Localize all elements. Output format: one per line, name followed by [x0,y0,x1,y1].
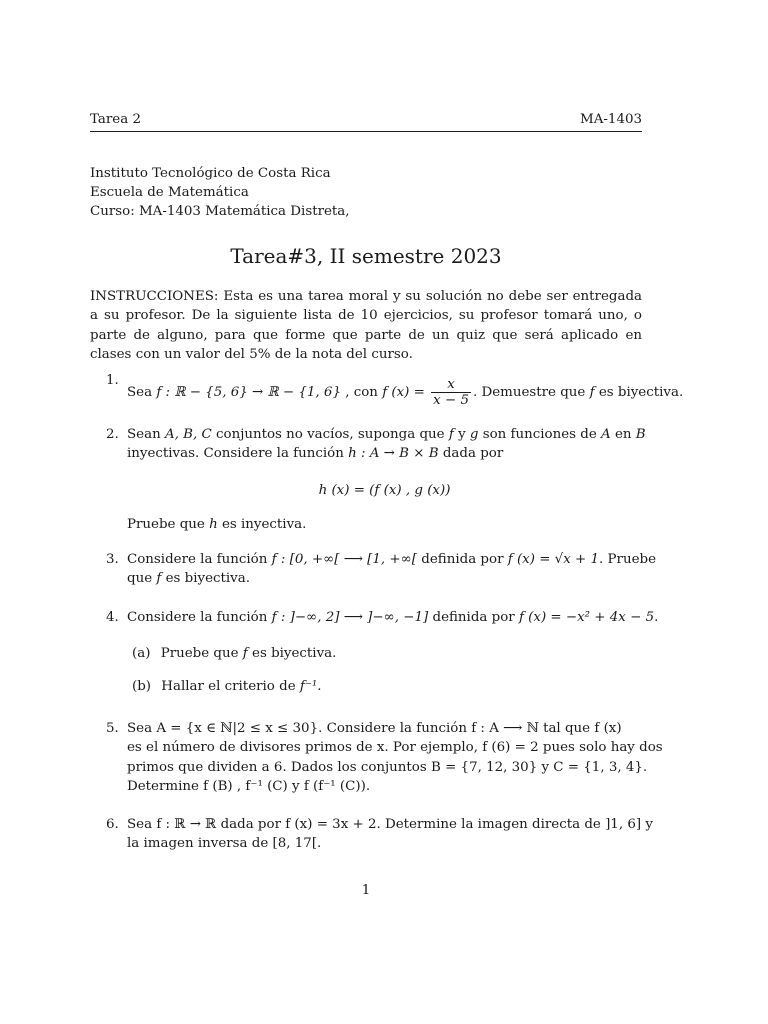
page-header [90,112,642,132]
math: f (x) = −x² + 4x − 5 [518,610,655,625]
math: f [448,427,454,442]
text: Considere la función [127,610,272,625]
math: f : [0, +∞[ ⟶ [1, +∞[ [271,552,418,567]
text: inyectivas. Considere la función [127,446,349,462]
text: definida por [417,552,508,567]
exercise-number: 1. [106,373,119,388]
text-line: es el número de divisores primos de x. Por ejemplo, f (6) = 2 pues solo hay dos [127,740,663,756]
exercise-4 [90,608,659,694]
course-line: Curso: MA-1403 Matemática Distreta, [90,204,350,219]
text: Sea [127,385,157,400]
math: g [469,427,479,442]
math: f : ℝ − {5, 6} → ℝ − {1, 6} [156,385,341,400]
math: h : A → B × B [348,446,439,462]
instructions: INSTRUCCIONES: Esta es una tarea moral y su solución no debe ser entregada a su profesor. De la siguiente lista de 10 ejercicios, su profesor tomará uno, o parte de alguno, para que forme que parte de un quiz que será aplicado en clases con un valor del 5% de la nota del curso. [90,289,642,362]
text: son funciones de [478,427,602,442]
subitem-a [132,644,336,663]
text: en [610,427,636,442]
exercise-number: 3. [106,552,119,567]
school-line: Escuela de Matemática [90,185,249,200]
exercise-text [127,815,653,854]
text: , con [340,385,383,400]
exercise-1 [90,371,684,408]
exercise-text [127,719,663,796]
math: f [589,385,595,400]
header-left: Tarea 2 [90,112,141,127]
text: . Demuestre que [472,385,590,400]
display-formula: h (x) = (f (x) , g (x)) [318,482,451,498]
text: Sean [127,427,165,442]
exercise-number: 5. [106,721,119,736]
text: Hallar el criterio de [161,679,300,694]
text: conjuntos no vacíos, suponga que [211,427,449,442]
math: A [601,427,611,442]
institution-block [90,164,350,221]
exercise-3 [90,550,657,589]
text-line: la imagen inversa de [8, 17[. [127,836,322,852]
text-line: Sea A = {x ∈ ℕ|2 ≤ x ≤ 30}. Considere la función f : A ⟶ ℕ tal que f (x) [127,721,622,736]
text: Pruebe que [127,516,210,532]
institution-line: Instituto Tecnológico de Costa Rica [90,166,331,181]
text: . [654,610,659,625]
text: Considere la función [127,552,272,567]
header-right: MA-1403 [580,112,642,127]
text: dada por [438,446,504,462]
text: definida por [428,610,519,625]
exercise-text [127,515,642,534]
text: es biyectiva. [247,646,337,661]
text: es biyectiva. [161,571,250,587]
subitem-b [132,677,322,696]
text: es biyectiva. [594,385,684,400]
exercise-6 [90,815,653,854]
math: f (x) = [382,385,425,400]
math: f [242,646,248,661]
page-number: 1 [361,883,371,898]
math: A, B, C [164,427,212,442]
math: f [156,571,162,587]
text-line: Determine f (B) , f⁻¹ (C) y f (f⁻¹ (C)). [127,778,371,794]
text: . [317,679,322,694]
exercise-text [127,377,684,408]
exercise-number: 6. [106,817,119,832]
exercise-text [127,425,646,464]
subitem-label: (b) [132,679,152,694]
fraction [431,377,471,408]
math: f : ]−∞, 2] ⟶ ]−∞, −1] [271,610,429,625]
math: B [635,427,646,442]
exercise-number: 4. [106,610,119,625]
text: . Pruebe [599,552,657,567]
text: que [127,571,157,587]
math: h [209,516,218,532]
exercise-text [127,550,657,589]
text: es inyectiva. [217,516,307,532]
text-line: primos que dividen a 6. Dados los conjuntos B = {7, 12, 30} y C = {1, 3, 4}. [127,759,648,775]
text: Pruebe que [160,646,243,661]
math: f (x) = √x + 1 [507,552,600,567]
assignment-title: Tarea#3, II semestre 2023 [230,244,502,268]
subitem-label: (a) [132,646,151,661]
numerator: x [431,377,471,393]
math: f⁻¹ [299,679,318,694]
text: y [453,427,470,442]
exercise-number: 2. [106,427,119,442]
exercise-2 [90,425,646,534]
exercise-text [127,608,659,627]
denominator: x − 5 [433,393,469,408]
exercise-5 [90,719,663,796]
text-line: Sea f : ℝ → ℝ dada por f (x) = 3x + 2. Determine la imagen directa de ]1, 6] y [127,817,653,832]
